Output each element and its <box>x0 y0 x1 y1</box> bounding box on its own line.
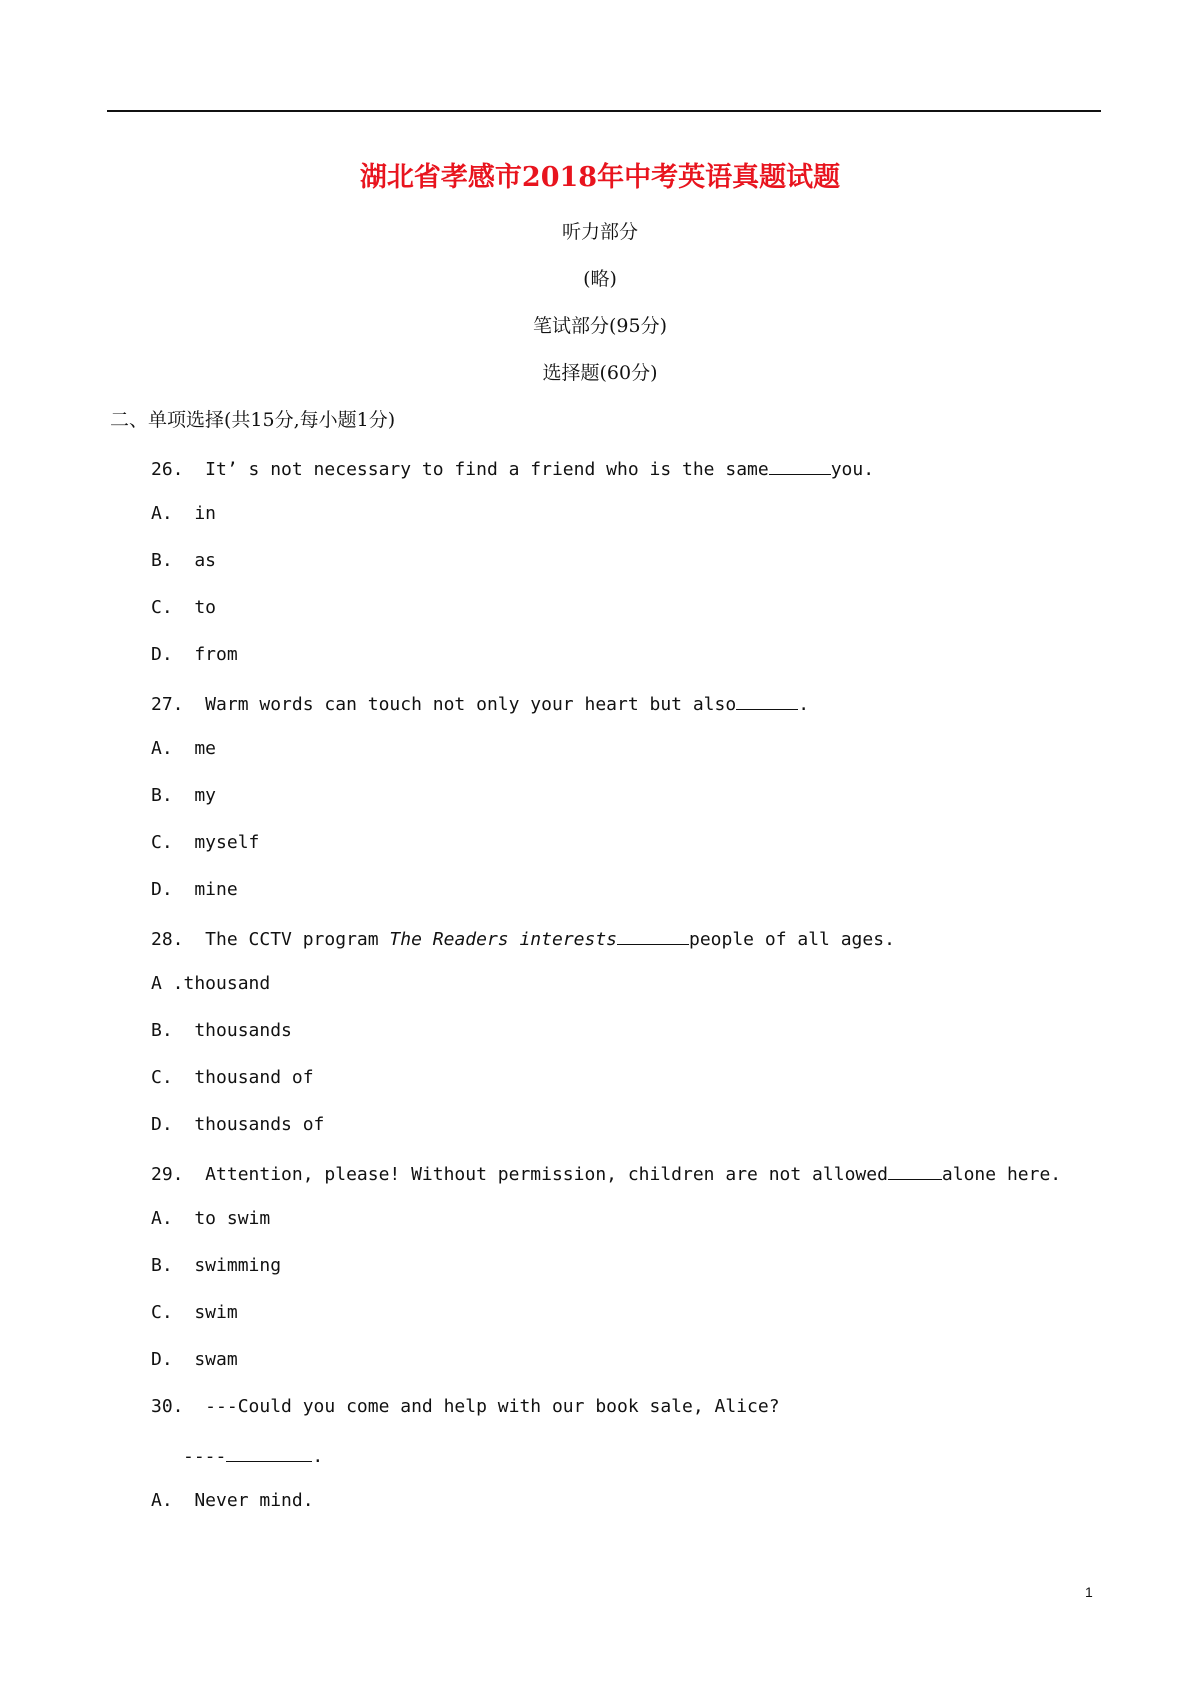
question-stem-end: you. <box>830 459 875 480</box>
question-stem: 28. The CCTV program <box>151 929 390 950</box>
header-rule <box>107 110 1101 112</box>
option: C. to <box>151 597 217 618</box>
question-29 <box>151 1161 1061 1185</box>
document-title: 湖北省孝感市2018年中考英语真题试题 <box>359 162 841 193</box>
question-27 <box>151 691 809 715</box>
choice-heading: 选择题(60分) <box>542 362 658 384</box>
option: C. thousand of <box>151 1067 314 1088</box>
page-number: 1 <box>1085 1584 1093 1600</box>
answer-blank <box>888 1161 942 1180</box>
question-stem: 27. Warm words can touch not only your heart but also <box>151 694 737 715</box>
question-stem-end: people of all ages. <box>689 929 895 950</box>
reply-end: . <box>312 1446 324 1467</box>
option: A. me <box>151 738 217 759</box>
reply-dashes: ---- <box>183 1446 227 1467</box>
program-title: The Readers interests <box>389 929 617 950</box>
option: C. myself <box>151 832 260 853</box>
section-heading: 二、单项选择(共15分,每小题1分) <box>110 409 396 431</box>
reply-line <box>183 1443 323 1467</box>
question-stem-end: . <box>798 694 810 715</box>
option: D. thousands of <box>151 1114 325 1135</box>
option: D. mine <box>151 879 238 900</box>
option: A. in <box>151 503 217 524</box>
question-stem: 26. It’ s not necessary to find a friend who is the same <box>151 459 769 480</box>
written-heading: 笔试部分(95分) <box>532 315 667 337</box>
option: A. to swim <box>151 1208 271 1229</box>
option: A. Never mind. <box>151 1490 314 1511</box>
answer-blank <box>736 691 798 710</box>
question-stem: 29. Attention, please! Without permission, children are not allowed <box>151 1164 888 1185</box>
question-30: 30. ---Could you come and help with our book sale, Alice? <box>151 1396 780 1417</box>
option: B. my <box>151 785 217 806</box>
option: B. thousands <box>151 1020 292 1041</box>
option: A .thousand <box>151 973 271 994</box>
question-28 <box>151 926 895 950</box>
option: B. swimming <box>151 1255 282 1276</box>
question-26 <box>151 456 874 480</box>
listening-heading: 听力部分 <box>561 221 638 243</box>
option: C. swim <box>151 1302 238 1323</box>
option: D. swam <box>151 1349 238 1370</box>
answer-blank <box>769 456 831 475</box>
option: D. from <box>151 644 238 665</box>
question-stem-end: alone here. <box>941 1164 1062 1185</box>
option: B. as <box>151 550 217 571</box>
omitted-note: (略) <box>583 268 617 290</box>
answer-blank <box>226 1443 312 1462</box>
answer-blank <box>617 926 689 945</box>
